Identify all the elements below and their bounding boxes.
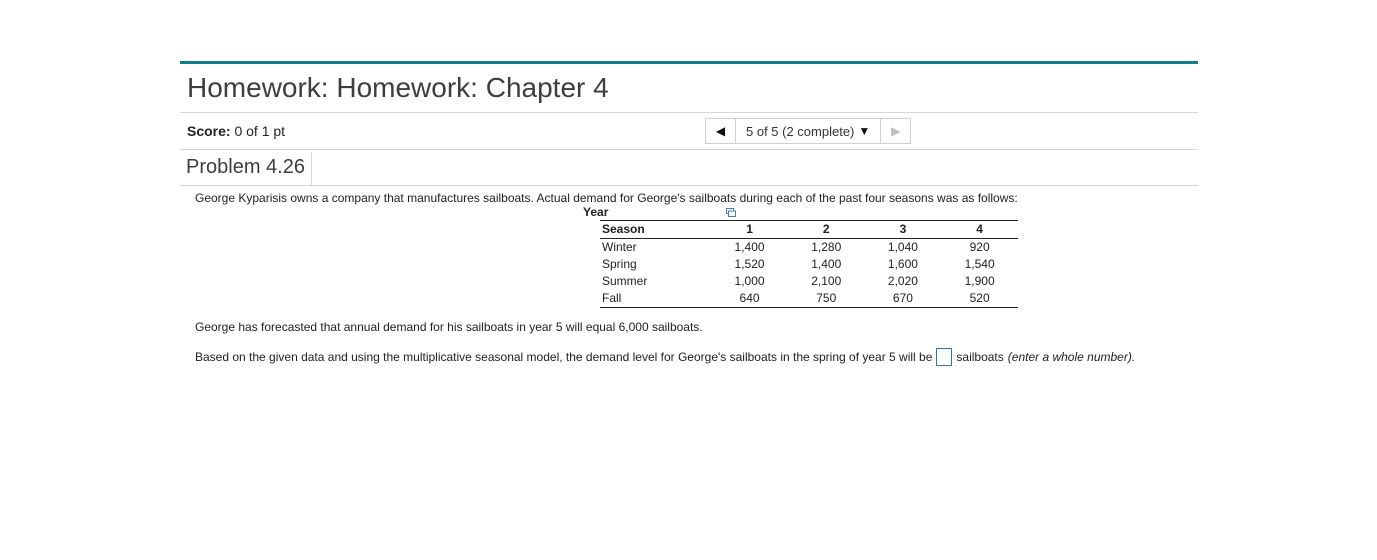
table-row	[600, 239, 1018, 257]
demand-cell: 520	[969, 291, 990, 305]
demand-cell: 1,000	[734, 274, 765, 288]
forecast-text: George has forecasted that annual demand for his sailboats in year 5 will equal 6,000 sailboats.	[195, 320, 703, 334]
triangle-down-icon: ▼	[858, 124, 871, 138]
score-row	[180, 113, 1198, 150]
score-label: Score:	[187, 123, 231, 139]
season-cell: Spring	[602, 257, 637, 271]
question-hint: (enter a whole number).	[1007, 350, 1136, 364]
next-question-button[interactable]	[880, 119, 910, 143]
demand-cell: 1,400	[811, 257, 842, 271]
table-row	[600, 256, 1018, 273]
year-header: 4	[976, 222, 983, 236]
demand-cell: 750	[816, 291, 837, 305]
demand-cell: 2,100	[811, 274, 842, 288]
question-after: sailboats	[956, 350, 1004, 364]
question-before: Based on the given data and using the multiplicative seasonal model, the demand level for George's sailboats in the spring of year 5 will be	[195, 350, 933, 364]
triangle-right-icon: ▶	[891, 124, 901, 138]
demand-cell: 1,900	[964, 274, 995, 288]
question-text	[195, 348, 1135, 366]
page-title: Homework: Homework: Chapter 4	[180, 64, 1198, 113]
score-value: 0 of 1 pt	[234, 123, 286, 139]
question-pager	[705, 118, 911, 144]
demand-cell: 1,540	[964, 257, 995, 271]
season-cell: Fall	[602, 291, 622, 305]
copy-icon[interactable]	[726, 208, 736, 217]
table-row	[600, 273, 1018, 290]
triangle-left-icon: ◀	[715, 124, 726, 138]
demand-cell: 640	[739, 291, 760, 305]
year-header: 3	[899, 222, 907, 236]
demand-table	[600, 220, 1018, 308]
table-row	[600, 290, 1018, 308]
demand-cell: 1,280	[811, 240, 842, 254]
demand-cell: 2,020	[887, 274, 918, 288]
problem-tab: Problem 4.26	[180, 152, 312, 186]
demand-cell: 920	[969, 240, 990, 254]
answer-input[interactable]	[936, 348, 952, 366]
demand-cell: 1,600	[887, 257, 918, 271]
season-cell: Winter	[602, 240, 637, 254]
season-header: Season	[602, 222, 645, 236]
year-label: Year	[583, 205, 609, 219]
problem-tab-row	[180, 150, 1198, 186]
year-header: 2	[822, 222, 830, 236]
demand-cell: 670	[892, 291, 913, 305]
previous-question-button[interactable]	[706, 119, 736, 143]
season-cell: Summer	[602, 274, 648, 288]
demand-cell: 1,040	[887, 240, 918, 254]
question-status: 5 of 5 (2 complete)	[746, 123, 855, 139]
homework-frame	[180, 61, 1198, 186]
table-header-row	[600, 221, 1018, 239]
demand-cell: 1,520	[734, 257, 765, 271]
question-select-dropdown[interactable]	[736, 119, 880, 143]
demand-cell: 1,400	[734, 240, 765, 254]
problem-intro: George Kyparisis owns a company that manufactures sailboats. Actual demand for George's sailboats during each of the past four seasons was as follows:	[195, 191, 1018, 205]
score	[187, 123, 285, 139]
year-header: 1	[746, 222, 753, 236]
